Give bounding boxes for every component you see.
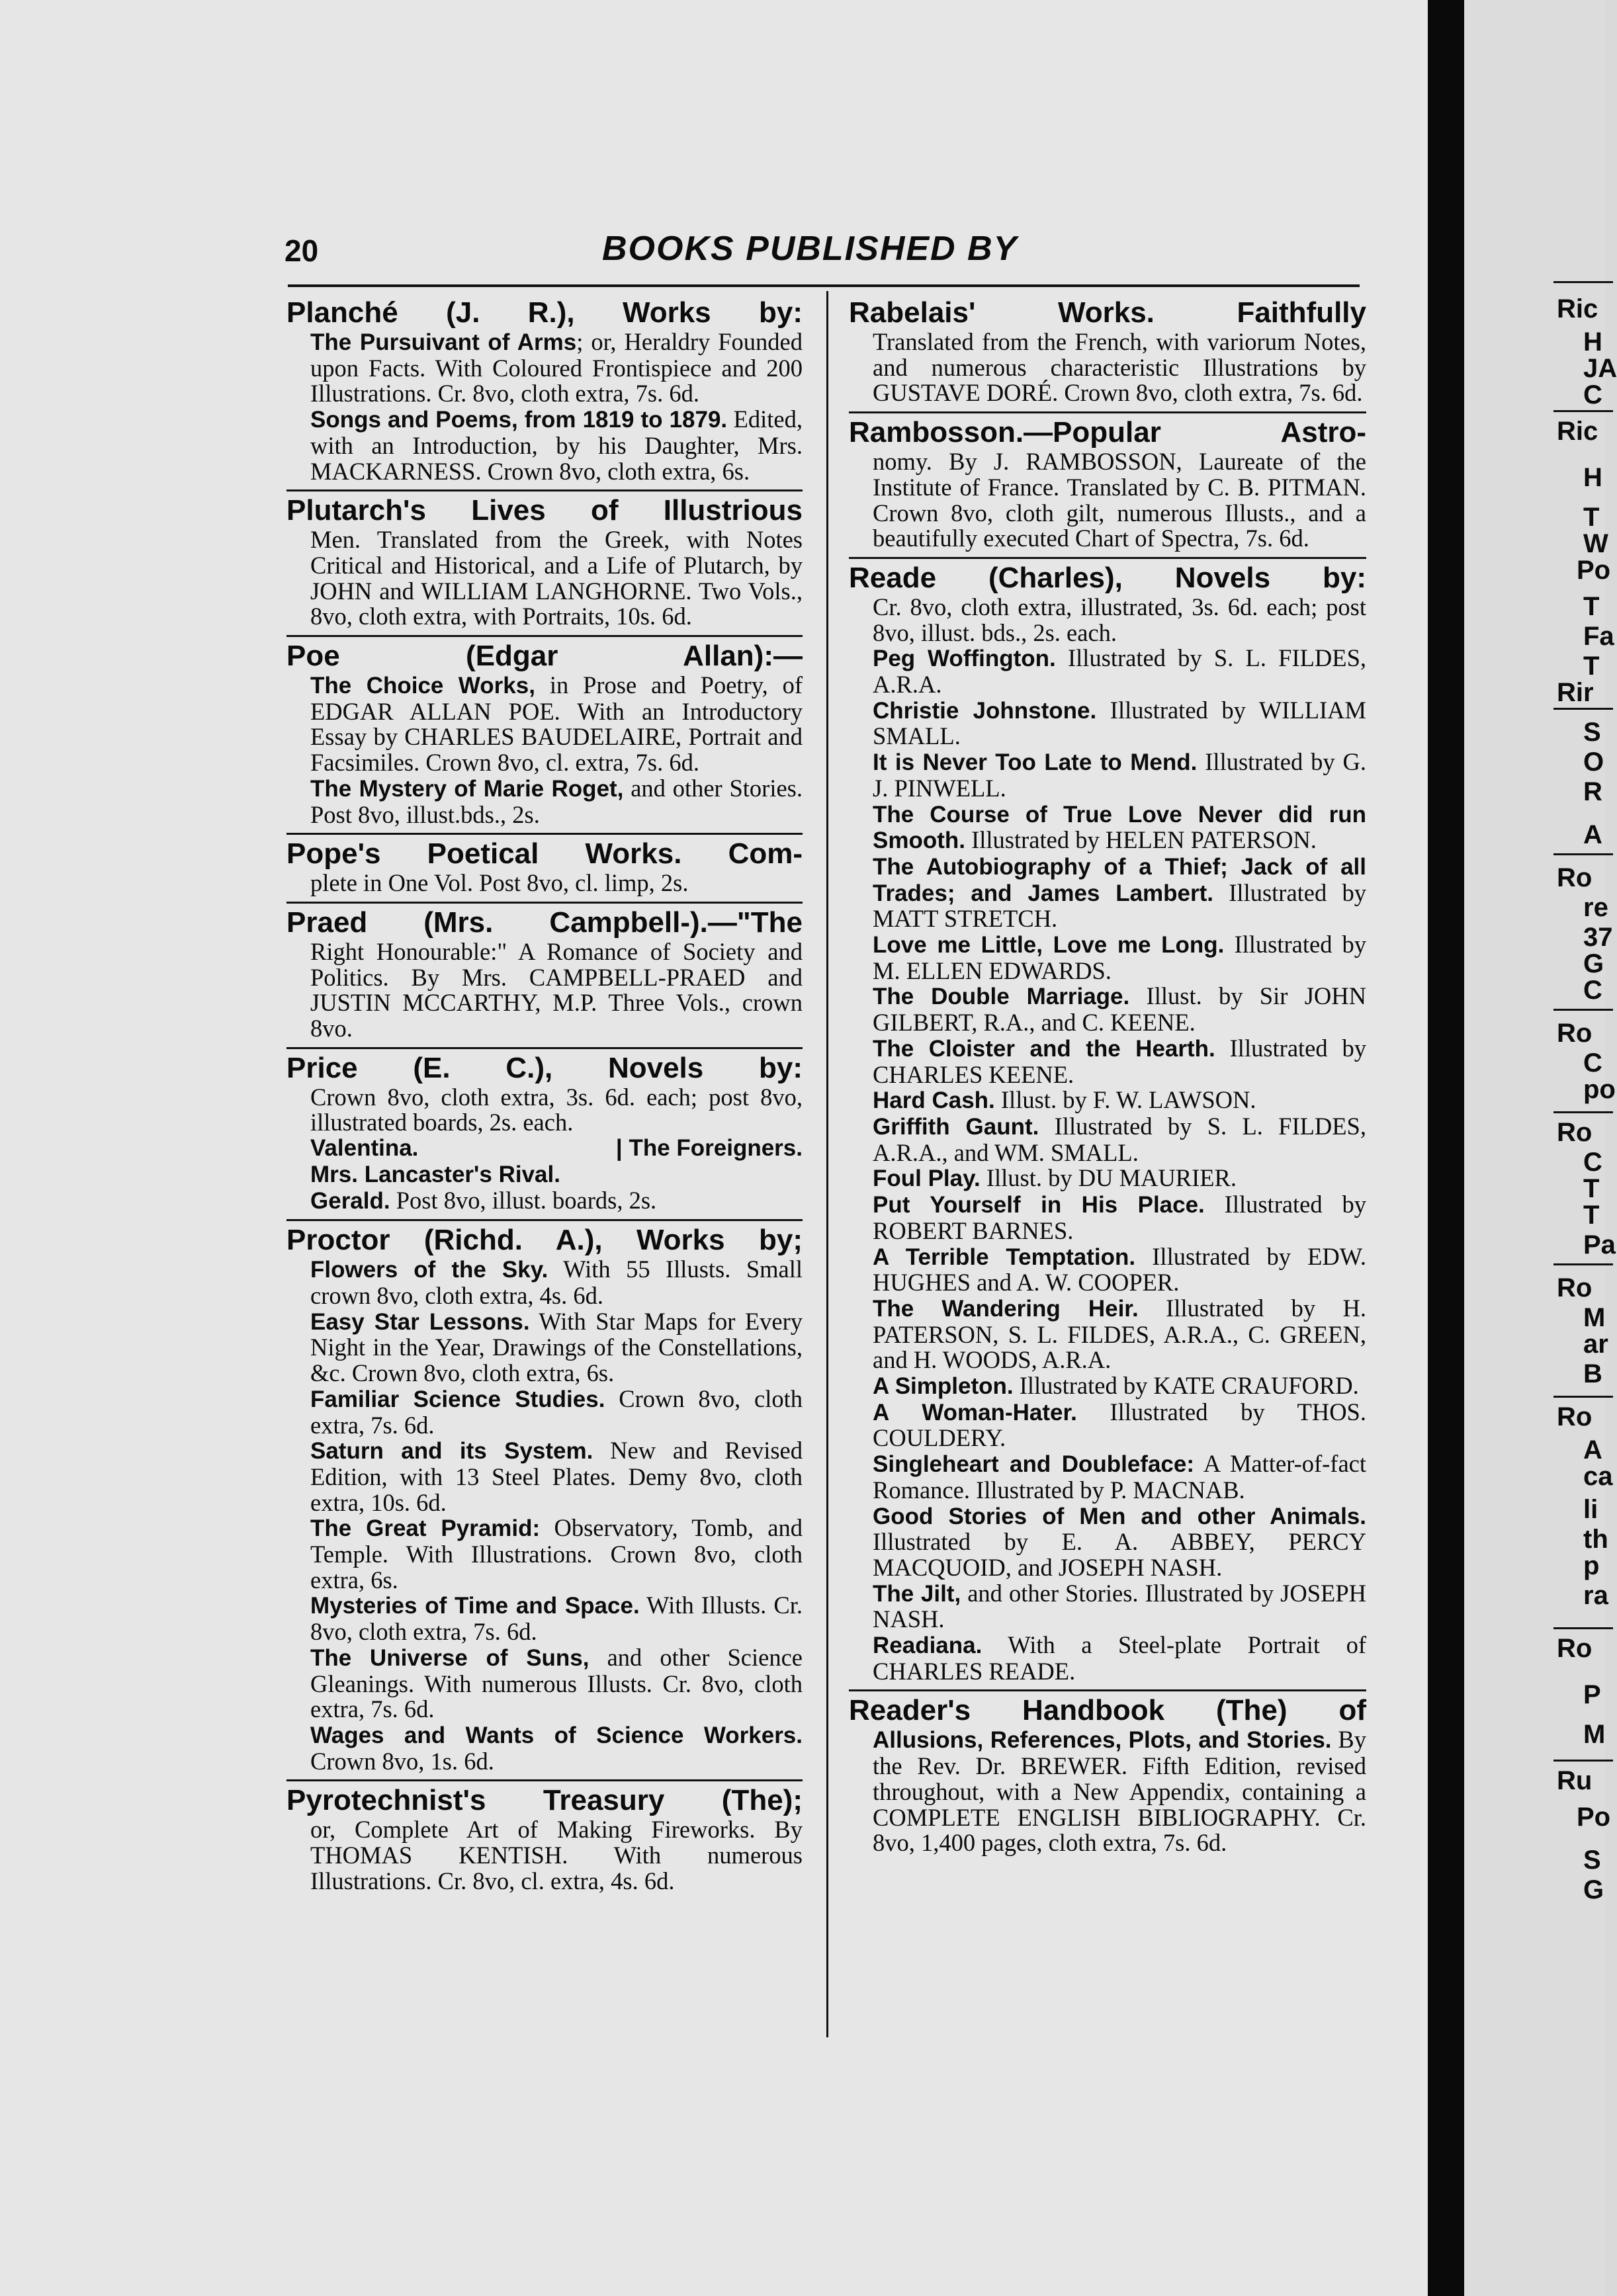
book-title: The Autobiography of a Thief; Jack of all Trades; and James Lambert. [873, 853, 1366, 906]
next-page-text: G [1583, 1875, 1604, 1904]
entry-description [286, 527, 803, 630]
book-details: Illustrated by EDW. HUGHES and A. W. COOPER. [873, 1242, 1367, 1297]
page-rule [1553, 853, 1613, 855]
entry-heading [286, 1224, 803, 1257]
next-page-text: T [1583, 503, 1600, 532]
entry-heading [286, 296, 803, 329]
next-page-text: G [1583, 949, 1604, 978]
entry-description [849, 329, 1366, 406]
next-page-text: Po [1577, 556, 1611, 585]
entry-heading [286, 1052, 803, 1085]
book-title: Singleheart and Doubleface: [873, 1451, 1195, 1478]
page-rule [1553, 281, 1613, 283]
book-item [286, 776, 803, 828]
description-text: plete in One Vol. Post 8vo, cl. limp, 2s. [310, 869, 689, 897]
book-item [849, 1400, 1366, 1451]
book-title: Peg Woffington. [873, 646, 1056, 672]
next-page-text: Ro [1557, 1402, 1593, 1431]
next-page-text: C [1583, 1148, 1602, 1177]
book-details: New and Revised Edition, with 13 Steel Plates. Demy 8vo, cloth extra, 10s. 6d. [310, 1437, 803, 1516]
description-text: Cr. 8vo, cloth extra, illustrated, 3s. 6d. each; post 8vo, illust. bds., 2s. each. [873, 593, 1366, 646]
book-title: A Terrible Temptation. [873, 1244, 1136, 1270]
book-details: Illustrated by WILLIAM SMALL. [873, 696, 1366, 750]
book-item [286, 407, 803, 484]
page-rule [1553, 1627, 1613, 1629]
heading-text: Rabelais' Works. [849, 296, 1155, 329]
book-title: Mysteries of Time and Space. [310, 1593, 640, 1619]
header-rule [288, 284, 1360, 287]
book-details: Edited, with an Introduction, by his Daughter, Mrs. MACKARNESS. Crown 8vo, cloth extra, 6s. [310, 405, 803, 485]
entry-heading [286, 494, 803, 527]
book-item [286, 1257, 803, 1308]
book-details: Illustrated by HELEN PATERSON. [965, 826, 1317, 854]
next-page-text: P [1583, 1680, 1601, 1709]
book-title: Flowers of the Sky. [310, 1257, 548, 1283]
heading-text: Price (E. C.), Novels by: [286, 1051, 803, 1084]
book-item [849, 854, 1366, 932]
next-page-text: H [1583, 327, 1602, 357]
entry-heading [286, 837, 803, 871]
book-item [849, 1192, 1366, 1244]
page-rule [1553, 708, 1613, 710]
next-page-text: S [1583, 1846, 1601, 1875]
book-details: Illustrated by H. PATERSON, S. L. FILDES, A.R.A., C. GREEN, and H. WOODS, A.R.A. [873, 1294, 1366, 1374]
entry-description [849, 1727, 1366, 1856]
next-page-text: T [1583, 1174, 1600, 1203]
next-page-text: W [1583, 529, 1608, 558]
description-text: nomy. By J. RAMBOSSON, Laureate of the Institute of France. Translated by C. B. PITMAN. Crown 8vo, cloth gilt, numerous Illusts., and a beautifully executed Chart of Spectra, 7s. 6d. [873, 448, 1366, 552]
book-item [286, 329, 803, 407]
page-header: BOOKS PUBLISHED BY [602, 230, 1018, 268]
book-details: With a Steel-plate Portrait of CHARLES READE. [873, 1631, 1366, 1685]
book-item [849, 1373, 1366, 1400]
next-page-text: C [1583, 976, 1602, 1005]
next-page-text: Ro [1557, 1273, 1593, 1302]
book-title: The Choice Works, [310, 673, 535, 699]
book-title: Wages and Wants of Science Workers. [310, 1722, 803, 1748]
book-title: A Woman-Hater. [873, 1399, 1077, 1425]
description-text: Translated from the French, with variorum Notes, and numerous characteristic Illustrations by GUSTAVE DORÉ. Crown 8vo, cloth extra, 7s. 6d. [873, 328, 1366, 407]
next-page-text: ca [1583, 1462, 1613, 1491]
book-title: Hard Cash. [873, 1087, 995, 1114]
book-item [286, 1722, 803, 1774]
book-title: Easy Star Lessons. [310, 1308, 530, 1335]
book-item [286, 1188, 803, 1214]
page-number: 20 [284, 234, 319, 268]
entry-description [849, 595, 1366, 646]
book-item [286, 1309, 803, 1386]
entry-heading [286, 640, 803, 673]
catalogue-entry [286, 1219, 803, 1779]
book-title: Good Stories of Men and other Animals. [873, 1503, 1366, 1529]
book-item [849, 1036, 1366, 1087]
pair-title: Valentina. [310, 1135, 419, 1162]
catalogue-entry [849, 296, 1366, 411]
book-title: Saturn and its System. [310, 1438, 593, 1465]
book-item [286, 1438, 803, 1515]
book-title: The Pursuivant of Arms [310, 329, 577, 355]
book-title: The Jilt, [873, 1580, 961, 1607]
book-title: Griffith Gaunt. [873, 1113, 1039, 1140]
catalogue-entry [286, 1047, 803, 1220]
book-details: With Illusts. Cr. 8vo, cloth extra, 7s. 6d. [310, 1592, 803, 1646]
next-page-text: JA [1583, 354, 1617, 383]
book-title: Gerald. [310, 1187, 390, 1214]
book-details: and other Science Gleanings. With numerous Illusts. Cr. 8vo, cloth extra, 7s. 6d. [310, 1643, 803, 1723]
next-page-text: A [1583, 820, 1602, 849]
book-title: A Simpleton. [873, 1373, 1014, 1400]
book-details: Illustrated by CHARLES KEENE. [873, 1034, 1366, 1088]
book-title: The Universe of Suns, [310, 1644, 590, 1671]
next-page-text: re [1583, 893, 1608, 922]
next-page-text: R [1583, 777, 1602, 806]
next-page-text: Ro [1557, 1118, 1593, 1147]
book-title: Love me Little, Love me Long. [873, 932, 1225, 958]
book-details: Illustrated by THOS. COULDERY. [873, 1398, 1366, 1452]
book-item [849, 984, 1366, 1035]
adjacent-page-edge [1464, 0, 1617, 2296]
book-details: ; or, Heraldry Founded upon Facts. With Coloured Frontispiece and 200 Illustrations. Cr. 8vo, cloth extra, 7s. 6d. [310, 328, 803, 407]
book-item [849, 1244, 1366, 1296]
book-details: Illustrated by ROBERT BARNES. [873, 1191, 1366, 1244]
heading-tail: Faithfully [1237, 296, 1366, 329]
book-item [286, 1645, 803, 1722]
book-item [849, 1296, 1366, 1373]
page-rule [1553, 1263, 1613, 1265]
book-details: Crown 8vo, cloth extra, 7s. 6d. [310, 1384, 803, 1439]
book-title: Put Yourself in His Place. [873, 1192, 1205, 1218]
next-page-text: ra [1583, 1581, 1608, 1610]
entry-heading [286, 1784, 803, 1817]
entry-heading [849, 562, 1366, 595]
entry-description [286, 871, 803, 896]
book-details: Illustrated by MATT STRETCH. [873, 878, 1366, 933]
page-rule [1553, 1009, 1613, 1011]
heading-text: Praed (Mrs. Campbell-).—"The [286, 906, 803, 939]
book-details: Illust. by F. W. LAWSON. [994, 1086, 1256, 1114]
next-page-text: li [1583, 1495, 1598, 1524]
book-item [286, 1515, 803, 1593]
book-item [286, 673, 803, 776]
entry-description [286, 1817, 803, 1894]
heading-text: Reade (Charles), Novels by: [849, 561, 1366, 594]
next-page-text: Po [1577, 1803, 1611, 1832]
heading-text: Reader's Handbook (The) of [849, 1694, 1366, 1727]
book-item [849, 1633, 1366, 1684]
book-details: and other Stories. Illustrated by JOSEPH NASH. [873, 1579, 1366, 1633]
description-text: Crown 8vo, cloth extra, 3s. 6d. each; post 8vo, illustrated boards, 2s. each. [310, 1083, 803, 1136]
book-details: Illustrated by E. A. ABBEY, PERCY MACQUOID, and JOSEPH NASH. [873, 1528, 1366, 1581]
heading-text: Pope's Poetical Works. [286, 837, 682, 871]
book-details: Illustrated by S. L. FILDES, A.R.A. [873, 644, 1366, 699]
entry-heading [286, 906, 803, 939]
book-title: The Great Pyramid: [310, 1515, 541, 1542]
book-title: Songs and Poems, from 1819 to 1879. [310, 407, 728, 433]
book-item [849, 749, 1366, 801]
next-page-text: H [1583, 463, 1602, 492]
page-rule [1553, 410, 1613, 412]
book-item [849, 698, 1366, 749]
book-item [849, 1451, 1366, 1503]
book-details: Illustrated by S. L. FILDES, A.R.A., and WM. SMALL. [873, 1112, 1366, 1166]
next-page-text: M [1583, 1720, 1606, 1749]
next-page-text: T [1583, 1201, 1600, 1230]
heading-text: Rambosson.—Popular Astro- [849, 416, 1366, 449]
book-details: Illustrated by G. J. PINWELL. [873, 748, 1366, 802]
book-title: The Mystery of Marie Roget, [310, 775, 624, 802]
next-page-text: C [1583, 1048, 1602, 1078]
catalogue-entry [286, 902, 803, 1047]
catalogue-entry [286, 1779, 803, 1899]
heading-text: Plutarch's Lives of Illustrious [286, 494, 803, 527]
next-page-text: th [1583, 1525, 1608, 1554]
heading-text: Poe (Edgar Allan):— [286, 640, 803, 673]
book-details: in Prose and Poetry, of EDGAR ALLAN POE. With an Introductory Essay by CHARLES BAUDELAIRE, Portrait and Facsimiles. Crown 8vo, cl. extra, 7s. 6d. [310, 671, 803, 777]
book-item [849, 932, 1366, 984]
entry-description [286, 1085, 803, 1136]
entry-heading [849, 1694, 1366, 1727]
next-page-text: Pa [1583, 1230, 1616, 1259]
catalogue-entry [849, 557, 1366, 1690]
heading-text: Pyrotechnist's Treasury (The); [286, 1784, 803, 1817]
catalogue-entry [849, 411, 1366, 557]
book-title: Foul Play. [873, 1166, 981, 1192]
catalogue-entry [286, 296, 803, 489]
book-details: Observatory, Tomb, and Temple. With Illustrations. Crown 8vo, cloth extra, 6s. [310, 1514, 803, 1594]
book-details: Post 8vo, illust. boards, 2s. [390, 1186, 657, 1214]
next-page-text: po [1583, 1075, 1616, 1104]
book-item [286, 1162, 803, 1188]
book-details: Illust. by Sir JOHN GILBERT, R.A., and C. KEENE. [873, 982, 1366, 1037]
next-page-text: ar [1583, 1330, 1608, 1359]
book-details: and other Stories. Post 8vo, illust.bds., 2s. [310, 774, 803, 828]
catalogue-entry [286, 833, 803, 902]
book-item [849, 1504, 1366, 1581]
pair-title: | The Foreigners. [615, 1135, 803, 1162]
catalogue-entry [286, 489, 803, 635]
heading-text: Planché (J. R.), Works by: [286, 296, 803, 329]
book-item [849, 1087, 1366, 1114]
book-title: The Cloister and the Hearth. [873, 1035, 1215, 1062]
book-title: The Double Marriage. [873, 984, 1130, 1010]
next-page-text: Ro [1557, 1634, 1593, 1663]
book-item [286, 1593, 803, 1644]
book-title: The Course of True Love Never did run Smooth. [873, 801, 1366, 854]
book-details: Crown 8vo, 1s. 6d. [310, 1747, 494, 1775]
description-text: Men. Translated from the Greek, with Notes Critical and Historical, and a Life of Plutarch, by JOHN and WILLIAM LANGHORNE. Two Vols., 8vo, cloth extra, with Portraits, 10s. 6d. [310, 526, 803, 630]
page-rule [1553, 1760, 1613, 1762]
next-page-text: T [1583, 652, 1600, 681]
book-gutter [1428, 0, 1464, 2296]
next-page-text: C [1583, 380, 1602, 409]
left-column [286, 296, 803, 1899]
book-details: With Star Maps for Every Night in the Year, Drawings of the Constellations, &c. Crown 8vo, cloth extra, 6s. [310, 1307, 803, 1387]
heading-text: Proctor (Richd. A.), Works by; [286, 1224, 803, 1257]
entry-heading [849, 296, 1366, 329]
next-page-text: B [1583, 1359, 1602, 1388]
book-item [849, 1581, 1366, 1633]
book-details: Illustrated by M. ELLEN EDWARDS. [873, 931, 1366, 984]
book-title: Familiar Science Studies. [310, 1386, 605, 1412]
catalogue-entry [286, 635, 803, 833]
page-rule [1553, 1396, 1613, 1398]
book-title: Christie Johnstone. [873, 697, 1097, 724]
book-title: Mrs. Lancaster's Rival. [310, 1161, 560, 1187]
next-page-text: Ro [1557, 1019, 1593, 1048]
next-page-text: Fa [1583, 622, 1614, 651]
next-page-text: Rir [1557, 678, 1594, 707]
title-pair [286, 1136, 803, 1162]
book-item [849, 646, 1366, 697]
next-page-text: Ric [1557, 417, 1598, 446]
next-page-text: Ric [1557, 294, 1598, 323]
page-rule [1553, 1111, 1613, 1113]
book-item [849, 1166, 1366, 1192]
heading-tail: Com- [728, 837, 803, 871]
book-title: The Wandering Heir. [873, 1295, 1139, 1322]
book-details: Illustrated by KATE CRAUFORD. [1013, 1372, 1359, 1400]
book-details: With 55 Illusts. Small crown 8vo, cloth extra, 4s. 6d. [310, 1255, 803, 1309]
description-text: or, Complete Art of Making Fireworks. By THOMAS KENTISH. With numerous Illustrations. Cr. 8vo, cl. extra, 4s. 6d. [310, 1816, 803, 1894]
entry-heading [849, 416, 1366, 449]
description-text: Right Honourable:" A Romance of Society and Politics. By Mrs. CAMPBELL-PRAED and JUSTIN MCCARTHY, M.P. Three Vols., crown 8vo. [310, 937, 803, 1042]
right-column [849, 296, 1366, 1861]
next-page-text: M [1583, 1303, 1606, 1332]
next-page-text: 37 [1583, 923, 1613, 952]
catalogue-entry [849, 1689, 1366, 1861]
next-page-text: Ru [1557, 1766, 1593, 1795]
description-lead: Allusions, References, Plots, and Stories. [873, 1727, 1332, 1754]
book-title: Readiana. [873, 1633, 983, 1659]
book-title: It is Never Too Late to Mend. [873, 749, 1198, 776]
column-divider [826, 291, 828, 2037]
book-details: Illust. by DU MAURIER. [980, 1164, 1237, 1192]
next-page-text: S [1583, 718, 1601, 747]
entry-description [849, 449, 1366, 552]
next-page-text: A [1583, 1435, 1602, 1465]
book-item [286, 1386, 803, 1438]
book-details: A Matter-of-fact Romance. Illustrated by P. MACNAB. [873, 1450, 1366, 1504]
description-text: By the Rev. Dr. BREWER. Fifth Edition, revised throughout, with a New Appendix, containing a COMPLETE ENGLISH BIBLIOGRAPHY. Cr. 8vo, 1,400 pages, cloth extra, 7s. 6d. [873, 1726, 1366, 1857]
entry-description [286, 939, 803, 1042]
book-item [849, 1114, 1366, 1166]
next-page-text: Ro [1557, 863, 1593, 892]
next-page-text: O [1583, 747, 1604, 777]
book-item [849, 802, 1366, 854]
next-page-text: p [1583, 1551, 1600, 1580]
next-page-text: T [1583, 592, 1600, 621]
